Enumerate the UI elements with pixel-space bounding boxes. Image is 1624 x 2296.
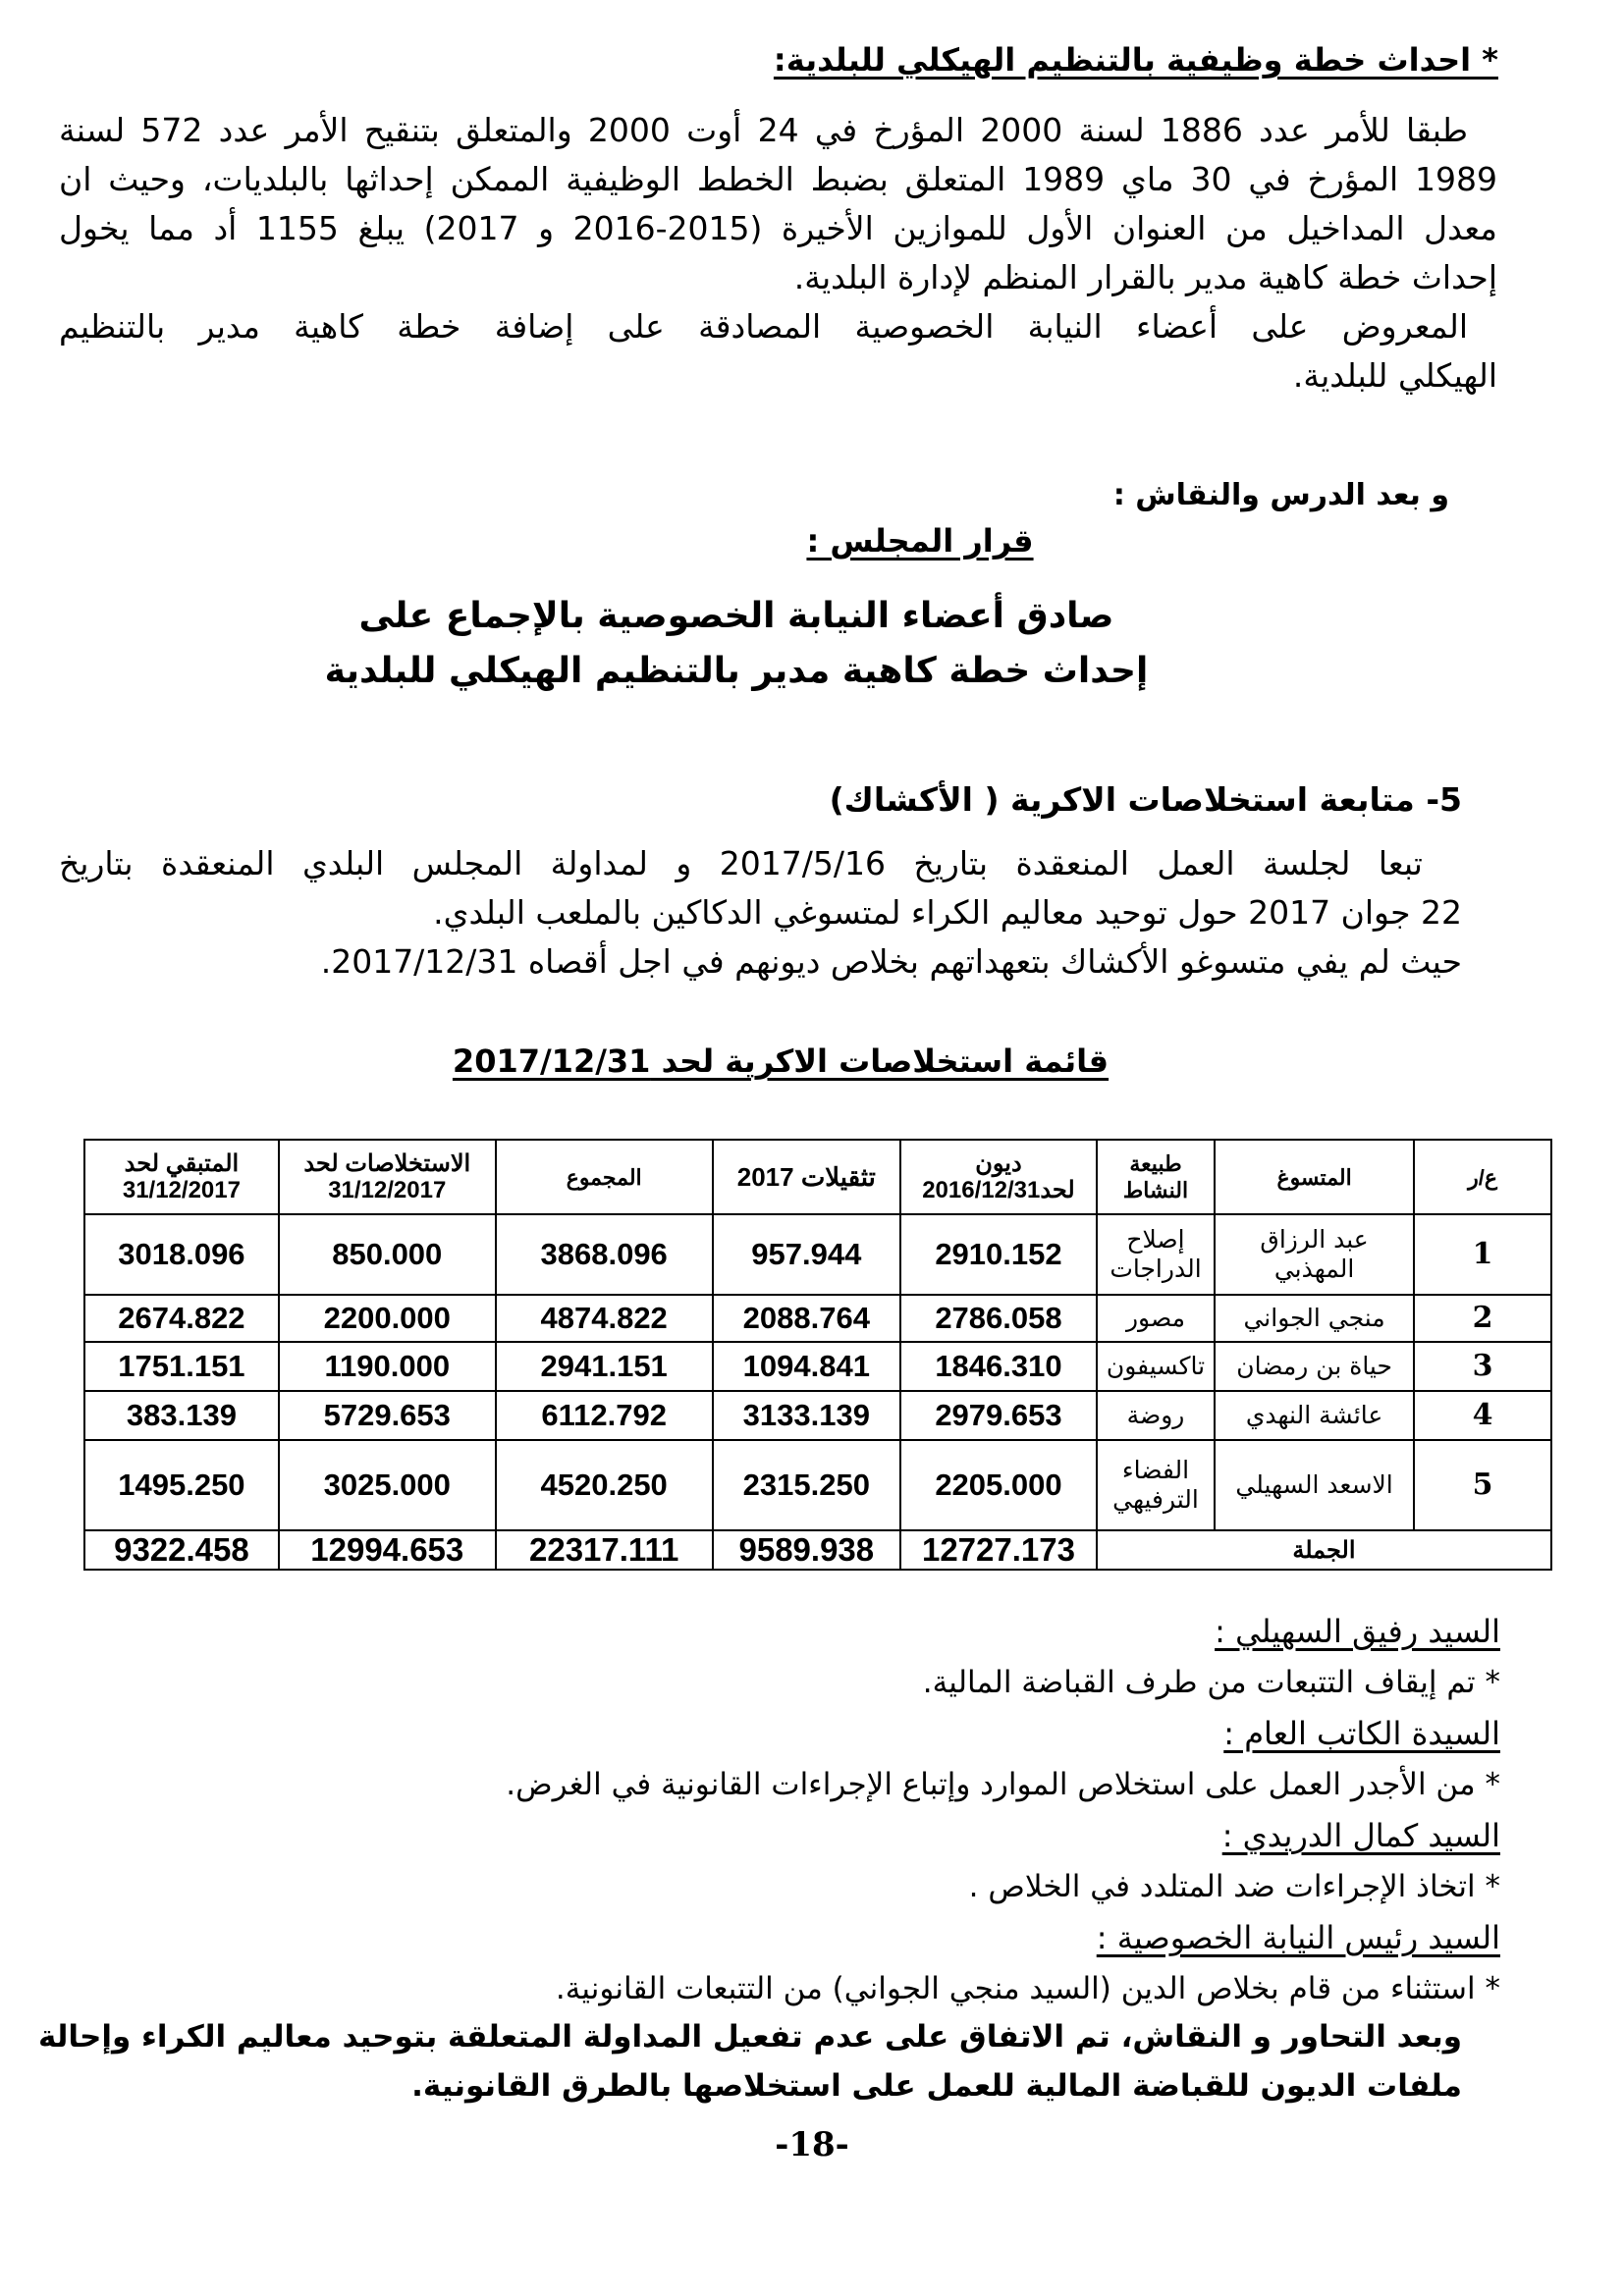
section-heading-rent-collection: 5- متابعة استخلاصات الاكرية ( الأكشاك) [829, 780, 1462, 819]
row-tenant: حياة بن رمضان [1215, 1342, 1414, 1391]
paragraph-line: 22 جوان 2017 حول توحيد معاليم الكراء لمتسوغي الدكاكين بالملعب البلدي. [433, 893, 1462, 932]
row-collected: 850.000 [279, 1214, 496, 1295]
row-debts: 2786.058 [900, 1295, 1097, 1342]
speaker-name: السيد رفيق السهيلي : [1215, 1613, 1500, 1650]
speaker-statement: * من الأجدر العمل على استخلاص الموارد وإتباع الإجراءات القانونية في الغرض. [506, 1767, 1500, 1802]
total-remaining: 9322.458 [84, 1530, 279, 1570]
row-total: 3868.096 [496, 1214, 713, 1295]
paragraph-line: الهيكلي للبلدية. [1292, 356, 1497, 395]
row-bills: 3133.139 [713, 1391, 900, 1440]
conclusion-line: وبعد التحاور و النقاش، تم الاتفاق على عدم تفعيل المداولة المتعلقة بتوحيد معاليم الكراء وإحالة [37, 2019, 1462, 2055]
header-debts: ديون لحد2016/12/31 [900, 1140, 1097, 1214]
row-collected: 3025.000 [279, 1440, 496, 1530]
row-collected: 1190.000 [279, 1342, 496, 1391]
row-tenant: عائشة النهدي [1215, 1391, 1414, 1440]
table-title-wrap [0, 1042, 1561, 1080]
table-row [84, 1295, 1551, 1342]
header-remaining: المتبقي لحد 31/12/2017 [84, 1140, 279, 1214]
header-collected: الاستخلاصات لحد 31/12/2017 [279, 1140, 496, 1214]
row-bills: 2315.250 [713, 1440, 900, 1530]
row-num: 4 [1414, 1391, 1551, 1440]
paragraph-line: حيث لم يفي متسوغو الأكشاك بتعهداتهم بخلاص ديونهم في اجل أقصاه 2017/12/31. [320, 942, 1462, 981]
speaker-name: السيد رئيس النيابة الخصوصية : [1096, 1919, 1500, 1956]
total-total: 22317.111 [496, 1530, 713, 1570]
paragraph-line: تبعا لجلسة العمل المنعقدة بتاريخ 2017/5/16 و لمداولة المجلس البلدي المنعقدة بتاريخ [59, 844, 1423, 882]
table-row [84, 1440, 1551, 1530]
speaker-statement: * اتخاذ الإجراءات ضد المتلدد في الخلاص . [968, 1869, 1500, 1904]
row-total: 2941.151 [496, 1342, 713, 1391]
row-bills: 1094.841 [713, 1342, 900, 1391]
table-header-row [84, 1140, 1551, 1214]
paragraph-line: 1989 المؤرخ في 30 ماي 1989 المتعلق بضبط الخطط الوظيفية الممكن إحداثها بالبلديات، وحيث ان [59, 160, 1497, 198]
table-row [84, 1214, 1551, 1295]
rent-collection-table [83, 1139, 1552, 1571]
after-study-label: و بعد الدرس والنقاش : [1112, 478, 1449, 512]
conclusion-line: ملفات الديون للقباضة المالية للعمل على استخلاصها بالطرق القانونية. [411, 2068, 1462, 2104]
row-collected: 2200.000 [279, 1295, 496, 1342]
speaker-name: السيد كمال الدريدي : [1221, 1817, 1500, 1854]
row-activity: الفضاء الترفيهي [1097, 1440, 1215, 1530]
decision-line: إحداث خطة كاهية مدير بالتنظيم الهيكلي للبلدية [324, 651, 1149, 691]
speaker-statement: * استثناء من قام بخلاص الدين (السيد منجي الجواني) من التتبعات القانونية. [555, 1971, 1500, 2006]
speaker-name: السيدة الكاتب العام : [1223, 1715, 1500, 1752]
row-num: 1 [1414, 1214, 1551, 1295]
section-heading-post-creation: * احداث خطة وظيفية بالتنظيم الهيكلي للبلدية: [773, 41, 1498, 79]
row-remaining: 1495.250 [84, 1440, 279, 1530]
interventions [506, 1606, 1500, 2014]
header-bills: تثقيلات 2017 [713, 1140, 900, 1214]
header-total: المجموع [496, 1140, 713, 1214]
total-debts: 12727.173 [900, 1530, 1097, 1570]
row-remaining: 2674.822 [84, 1295, 279, 1342]
row-debts: 2979.653 [900, 1391, 1097, 1440]
total-bills: 9589.938 [713, 1530, 900, 1570]
row-debts: 2910.152 [900, 1214, 1097, 1295]
council-decision-block [0, 522, 1624, 560]
row-total: 4520.250 [496, 1440, 713, 1530]
row-num: 2 [1414, 1295, 1551, 1342]
row-total: 4874.822 [496, 1295, 713, 1342]
table-title: قائمة استخلاصات الاكرية لحد 2017/12/31 [452, 1042, 1110, 1080]
header-activity: طبيعة النشاط [1097, 1140, 1215, 1214]
paragraph-line: المعروض على أعضاء النيابة الخصوصية المصادقة على إضافة خطة كاهية مدير بالتنظيم [59, 307, 1468, 346]
row-activity: إصلاح الدراجات [1097, 1214, 1215, 1295]
table-total-row [84, 1530, 1551, 1570]
row-remaining: 3018.096 [84, 1214, 279, 1295]
legal-basis-paragraph [59, 106, 1497, 400]
row-bills: 957.944 [713, 1214, 900, 1295]
row-remaining: 383.139 [84, 1391, 279, 1440]
row-tenant: منجي الجواني [1215, 1295, 1414, 1342]
conclusion-paragraph [37, 2012, 1462, 2110]
table-row [84, 1391, 1551, 1440]
table-row [84, 1342, 1551, 1391]
header-num: ع/ر [1414, 1140, 1551, 1214]
decision-text [295, 589, 1178, 699]
row-activity: تاكسيفون [1097, 1342, 1215, 1391]
paragraph-line: إحداث خطة كاهية مدير بالقرار المنظم لإدارة البلدية. [793, 258, 1497, 296]
rent-collection-paragraph [59, 839, 1462, 987]
row-tenant: عبد الرزاق المهذبي [1215, 1214, 1414, 1295]
page-number: -18- [775, 2125, 849, 2164]
row-activity: روضة [1097, 1391, 1215, 1440]
row-remaining: 1751.151 [84, 1342, 279, 1391]
row-activity: مصور [1097, 1295, 1215, 1342]
council-decision-label: قرار المجلس : [806, 522, 1034, 560]
paragraph-line: معدل المداخيل من العنوان الأول للموازين الأخيرة (2015-2016 و 2017) يبلغ 1155 أد مما يخول [59, 209, 1497, 247]
row-total: 6112.792 [496, 1391, 713, 1440]
total-collected: 12994.653 [279, 1530, 496, 1570]
paragraph-line: طبقا للأمر عدد 1886 لسنة 2000 المؤرخ في 24 أوت 2000 والمتعلق بتنقيح الأمر عدد 572 لسنة [59, 111, 1468, 149]
row-num: 5 [1414, 1440, 1551, 1530]
speaker-statement: * تم إيقاف التتبعات من طرف القباضة المالية. [922, 1665, 1500, 1700]
row-bills: 2088.764 [713, 1295, 900, 1342]
header-tenant: المتسوغ [1215, 1140, 1414, 1214]
row-tenant: الاسعد السهيلي [1215, 1440, 1414, 1530]
decision-line: صادق أعضاء النيابة الخصوصية بالإجماع على [358, 596, 1114, 636]
row-debts: 1846.310 [900, 1342, 1097, 1391]
total-label: الجملة [1097, 1530, 1551, 1570]
row-collected: 5729.653 [279, 1391, 496, 1440]
row-num: 3 [1414, 1342, 1551, 1391]
row-debts: 2205.000 [900, 1440, 1097, 1530]
